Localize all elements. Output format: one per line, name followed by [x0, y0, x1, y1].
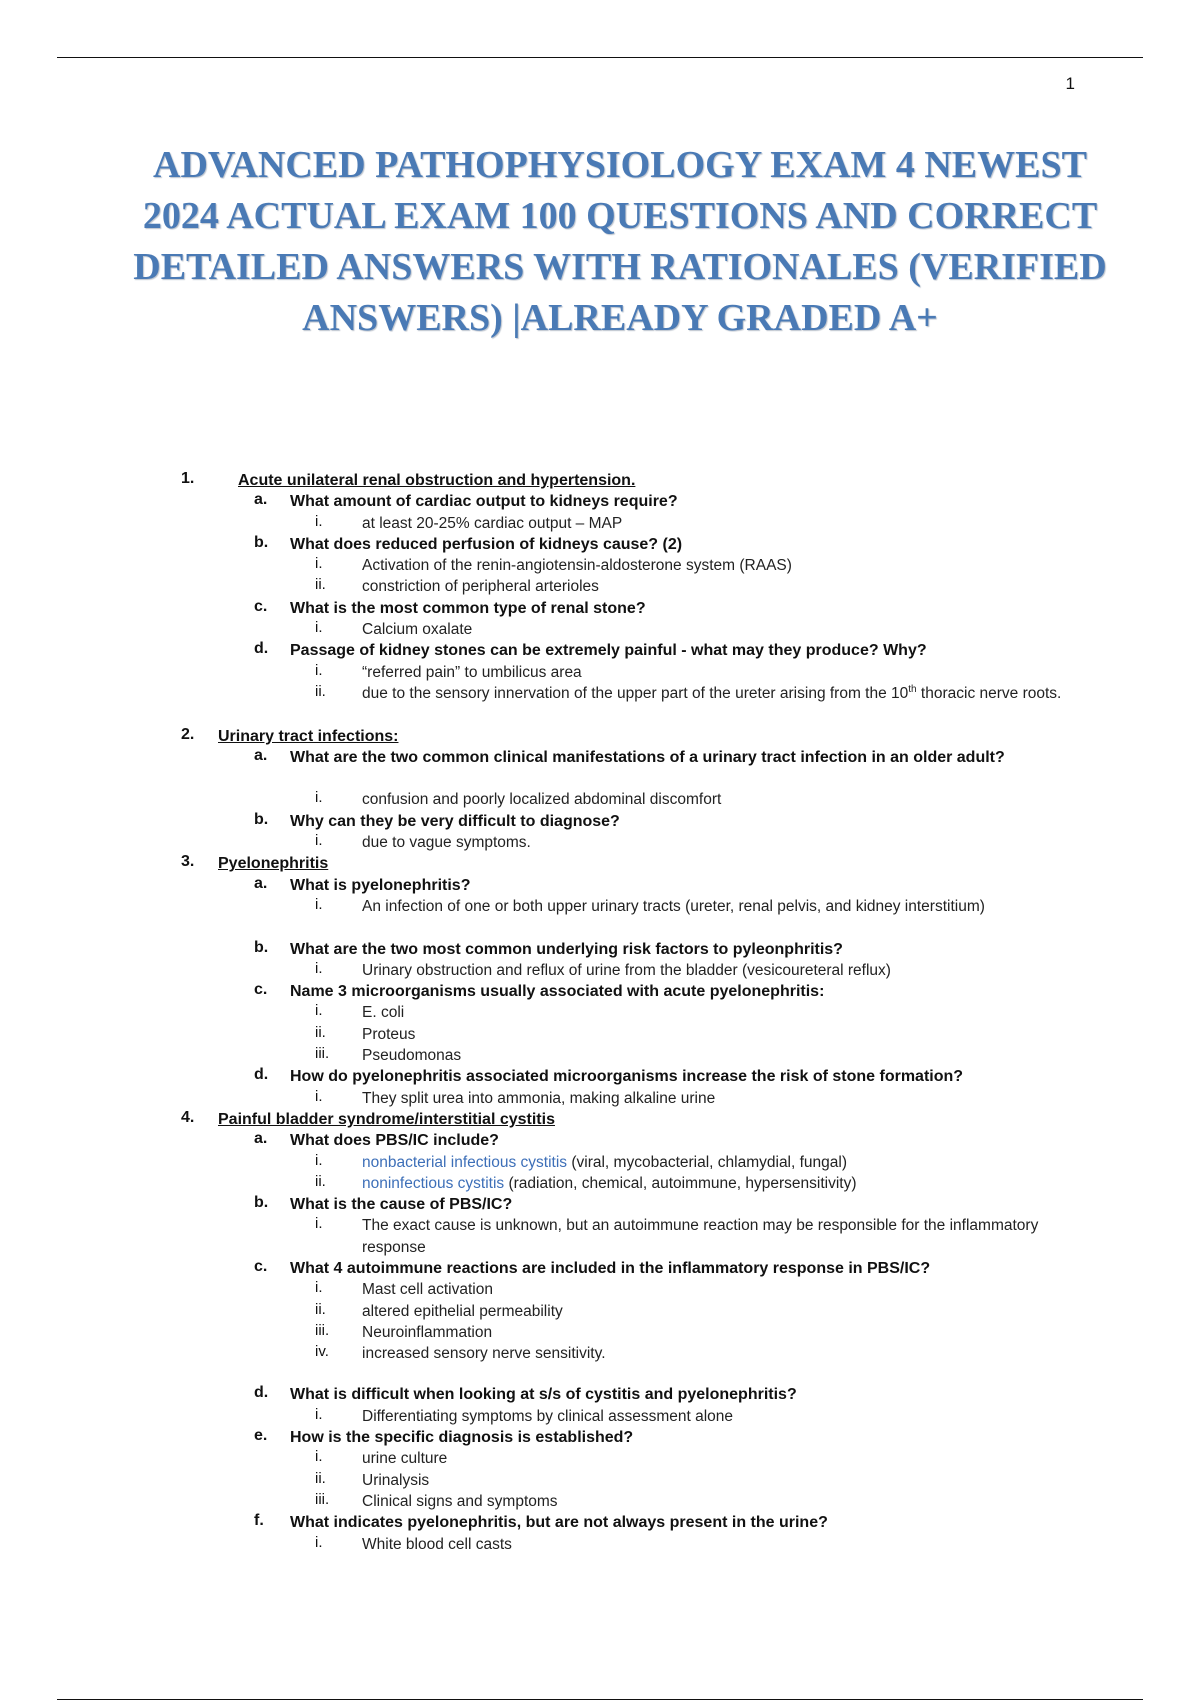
question: d. How do pyelonephritis associated microorganisms increase the risk of stone formation?	[254, 1066, 964, 1086]
answer: i. Calcium oxalate	[315, 619, 473, 639]
answer: i. Activation of the renin-angiotensin-aldosterone system (RAAS)	[315, 555, 792, 575]
document-title: ADVANCED PATHOPHYSIOLOGY EXAM 4 NEWEST 2024 ACTUAL EXAM 100 QUESTIONS AND CORRECT DETAILED ANSWERS WITH RATIONALES (VERIFIED ANSWERS) |ALREADY GRADED A+	[133, 144, 1107, 339]
question: a. What is pyelonephritis?	[254, 874, 471, 894]
answer: ii. constriction of peripheral arterioles	[315, 576, 599, 596]
blank-line	[0, 1364, 1200, 1384]
answer: i. nonbacterial infectious cystitis (viral, mycobacterial, chlamydial, fungal)	[315, 1151, 848, 1171]
answer: iii. Clinical signs and symptoms	[315, 1490, 558, 1510]
answer: i. at least 20-25% cardiac output – MAP	[315, 512, 623, 532]
answer: ii. noninfectious cystitis (radiation, chemical, autoimmune, hypersensitivity)	[315, 1172, 857, 1192]
question: e. How is the specific diagnosis is established?	[254, 1427, 634, 1447]
page-number: 1	[1065, 74, 1075, 93]
question: d. Passage of kidney stones can be extremely painful - what may they produce? Why?	[254, 640, 927, 660]
question: c. What 4 autoimmune reactions are included in the inflammatory response in PBS/IC?	[254, 1257, 931, 1277]
question-list	[0, 470, 1200, 1555]
question: c. Name 3 microorganisms usually associated with acute pyelonephritis:	[254, 981, 825, 1001]
answer: i. “referred pain” to umbilicus area	[315, 661, 582, 681]
answer: iii. Neuroinflammation	[315, 1321, 493, 1341]
question: b. What is the cause of PBS/IC?	[254, 1194, 513, 1214]
answer: iv. increased sensory nerve sensitivity.	[315, 1343, 606, 1363]
answer: i. due to vague symptoms.	[315, 832, 531, 852]
answer: i. The exact cause is unknown, but an autoimmune reaction may be responsible for the inflammatory response	[315, 1215, 1039, 1256]
answer: i. An infection of one or both upper urinary tracts (ureter, renal pelvis, and kidney interstitium)	[315, 895, 985, 915]
section-heading: 2. Urinary tract infections:	[181, 725, 399, 745]
answer: iii. Pseudomonas	[315, 1045, 462, 1065]
question: c. What is the most common type of renal stone?	[254, 597, 646, 617]
answer: ii. Proteus	[315, 1023, 416, 1043]
question: a. What does PBS/IC include?	[254, 1130, 499, 1150]
answer: i. Urinary obstruction and reflux of urine from the bladder (vesicoureteral reflux)	[315, 959, 891, 979]
section-heading: 3. Pyelonephritis	[181, 853, 329, 873]
answer: i. Differentiating symptoms by clinical assessment alone	[315, 1405, 734, 1425]
answer: ii. altered epithelial permeability	[315, 1300, 563, 1320]
top-rule	[57, 57, 1143, 58]
answer: i. Mast cell activation	[315, 1279, 493, 1299]
question: b. Why can they be very difficult to diagnose?	[254, 810, 620, 830]
question: d. What is difficult when looking at s/s of cystitis and pyelonephritis?	[254, 1384, 797, 1404]
section-heading: 4. Painful bladder syndrome/interstitial cystitis	[181, 1108, 555, 1128]
question: b. What are the two most common underlying risk factors to pyleonphritis?	[254, 938, 843, 958]
answer: i. confusion and poorly localized abdominal discomfort	[315, 789, 722, 809]
question: a. What amount of cardiac output to kidneys require?	[254, 491, 678, 511]
answer: i. E. coli	[315, 1002, 405, 1022]
question: a. What are the two common clinical manifestations of a urinary tract infection in an older adult?	[254, 746, 1005, 766]
question: b. What does reduced perfusion of kidneys cause? (2)	[254, 533, 683, 553]
answer: ii. due to the sensory innervation of the upper part of the ureter arising from the 10th thoracic nerve roots.	[315, 682, 1062, 702]
section-heading: 1. Acute unilateral renal obstruction and hypertension.	[181, 470, 636, 489]
answer: i. White blood cell casts	[315, 1533, 512, 1553]
blue-term: noninfectious cystitis	[362, 1174, 505, 1192]
question: f. What indicates pyelonephritis, but are not always present in the urine?	[254, 1512, 828, 1532]
blue-term: nonbacterial infectious cystitis	[362, 1153, 568, 1171]
answer: i. They split urea into ammonia, making alkaline urine	[315, 1087, 716, 1107]
answer: ii. Urinalysis	[315, 1469, 430, 1489]
answer: i. urine culture	[315, 1448, 448, 1468]
